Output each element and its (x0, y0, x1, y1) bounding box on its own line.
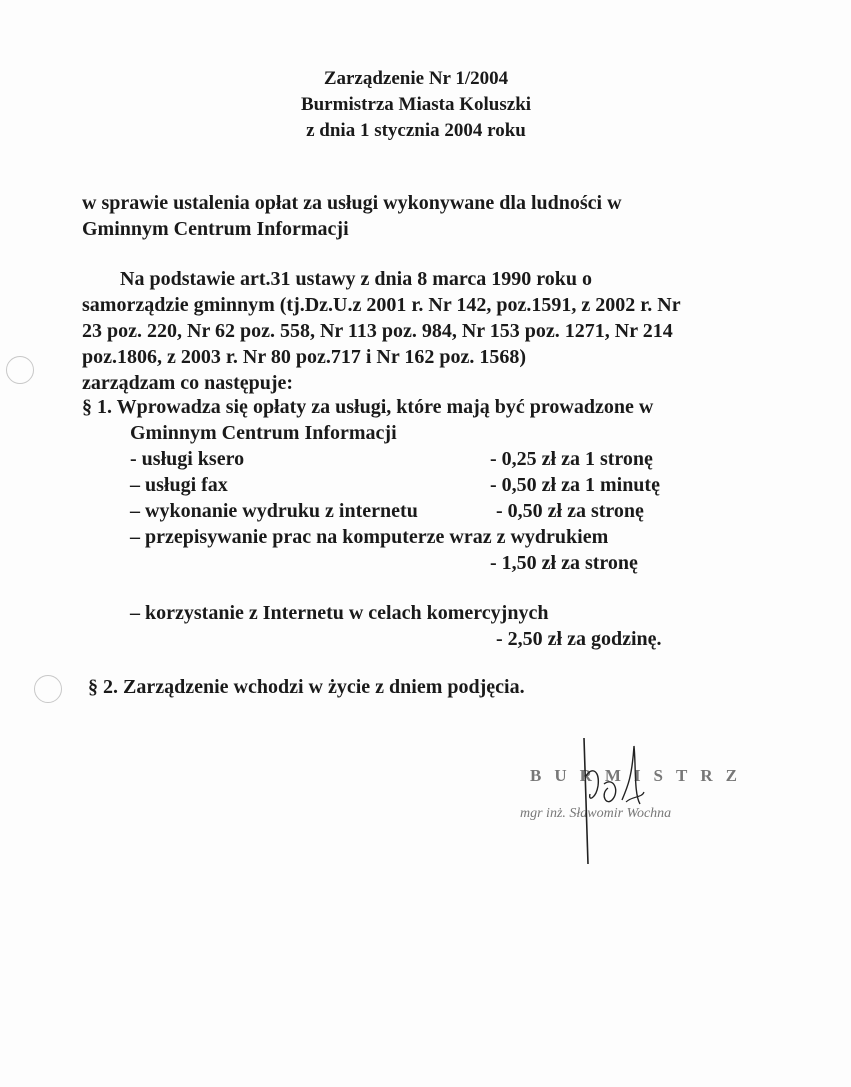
fee-item (130, 446, 750, 472)
subject-line-2: Gminnym Centrum Informacji (82, 218, 349, 240)
fee-price: - 0,50 zł za 1 minutę (490, 474, 660, 496)
punch-hole-bottom (34, 675, 62, 703)
header-issuer: Burmistrza Miasta Koluszki (300, 94, 532, 115)
stamp-title: BURMISTRZ (530, 766, 750, 785)
stamp-name: mgr inż. Sławomir Wochna (520, 806, 672, 821)
fee-price: - 1,50 zł za stronę (490, 552, 638, 574)
basis-line-1: Na podstawie art.31 ustawy z dnia 8 marca 1990 roku o (120, 268, 593, 290)
basis-line-2: samorządzie gminnym (tj.Dz.U.z 2001 r. Nr 142, poz.1591, z 2002 r. Nr (82, 294, 681, 316)
fee-item (130, 600, 750, 652)
basis-line-5: zarządzam co następuje: (82, 372, 294, 394)
fee-price: - 2,50 zł za godzinę. (496, 628, 662, 650)
fee-item (130, 498, 750, 524)
fee-service: – przepisywanie prac na komputerze wraz z wydrukiem (130, 526, 609, 548)
fee-price: - 0,50 zł za stronę (496, 500, 644, 522)
document-header (0, 66, 832, 144)
fee-price: - 0,25 zł za 1 stronę (490, 448, 653, 470)
paragraph-1-line-2: Gminnym Centrum Informacji (130, 422, 397, 444)
fee-list (130, 446, 750, 652)
basis-line-4: poz.1806, z 2003 r. Nr 80 poz.717 i Nr 162 poz. 1568) (82, 346, 527, 368)
document-subject (82, 190, 762, 242)
fee-service: – wykonanie wydruku z internetu (130, 500, 418, 522)
fee-item (130, 524, 750, 576)
header-title: Zarządzenie Nr 1/2004 (323, 68, 509, 89)
basis-line-3: 23 poz. 220, Nr 62 poz. 558, Nr 113 poz. 984, Nr 153 poz. 1271, Nr 214 (82, 320, 673, 342)
header-date: z dnia 1 stycznia 2004 roku (306, 120, 526, 141)
handwritten-signature (570, 736, 660, 866)
paragraph-1-line-1: § 1. Wprowadza się opłaty za usługi, które mają być prowadzone w (82, 396, 654, 418)
paragraph-1 (82, 394, 802, 446)
paragraph-2: § 2. Zarządzenie wchodzi w życie z dniem podjęcia. (88, 676, 525, 698)
fee-service: – usługi fax (130, 474, 228, 496)
subject-line-1: w sprawie ustalenia opłat za usługi wykonywane dla ludności w (82, 192, 622, 214)
legal-basis (82, 266, 762, 396)
fee-service: - usługi ksero (130, 448, 245, 470)
fee-item (130, 472, 750, 498)
punch-hole-top (6, 356, 34, 384)
fee-service: – korzystanie z Internetu w celach komercyjnych (130, 602, 549, 624)
